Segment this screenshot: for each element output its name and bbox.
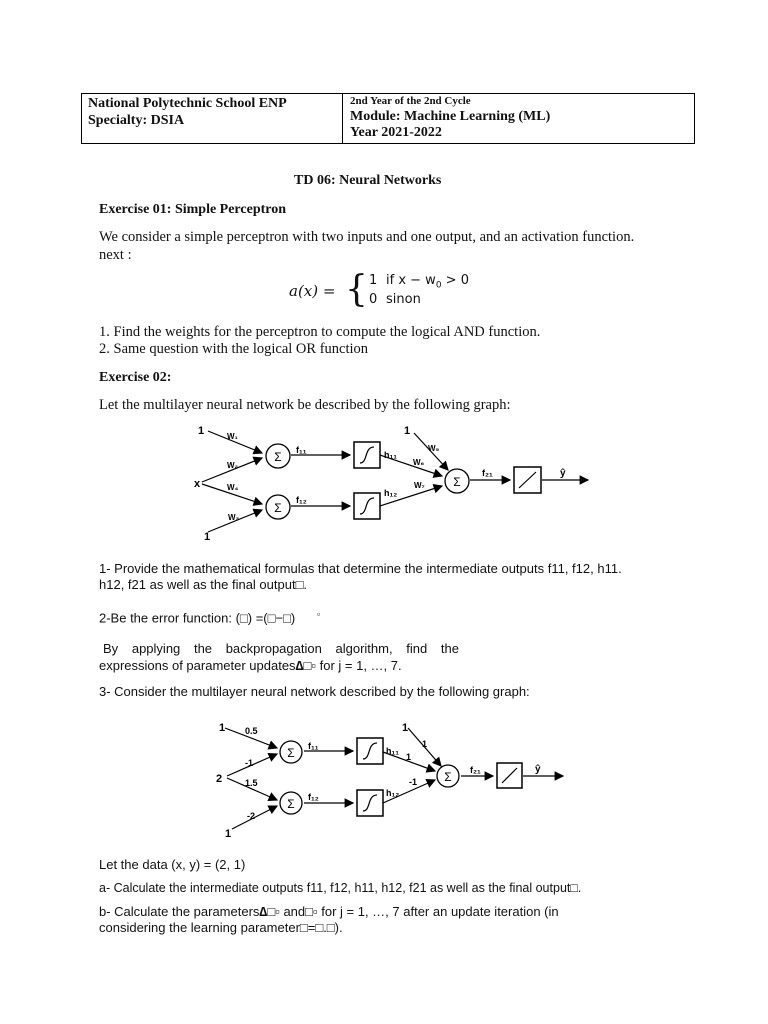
weight-minus-1-label: -1 (245, 758, 254, 768)
exercise-01-title: Exercise 01: Simple Perceptron (99, 202, 287, 217)
exercise-02-title: Exercise 02: (99, 370, 172, 385)
bias-out-label: 1 (404, 425, 411, 437)
exercise-02-question-1-line2: h12, f21 as well as the final output□. (99, 577, 308, 592)
formula-case1-condition: if $x - w_0 > 0$ (386, 273, 469, 291)
h12-label: h₁₂ (386, 788, 400, 798)
w6-label: W₆ (413, 458, 425, 467)
bias-top-label: 1 (198, 425, 205, 437)
weight-minus-2-label: -2 (247, 811, 256, 821)
w5-label: W₅ (428, 444, 440, 453)
network-graph-2 (205, 716, 575, 841)
exercise-01-question-1: 1. Find the weights for the perceptron to compute the logical AND function. (99, 324, 541, 340)
sigmoid-box-1 (357, 738, 383, 764)
specialty: Specialty: DSIA (88, 113, 185, 128)
header-table (81, 93, 695, 144)
sum-symbol-1: Σ (274, 450, 282, 464)
h12-label: h₁₂ (384, 488, 398, 498)
formula-case2-condition: sinon (386, 292, 421, 307)
sigmoid-box-2 (354, 493, 380, 519)
input-label: 2 (216, 773, 223, 785)
exercise-01-intro-line1: We consider a simple perceptron with two inputs and one output, and an activation function. (99, 229, 635, 245)
exercise-02-question-2: 2-Be the error function: (□) =(□−□) ▫ (99, 609, 321, 626)
f12-label: f₁₂ (296, 495, 307, 505)
td-title: TD 06: Neural Networks (294, 173, 442, 188)
f12-label: f₁₂ (308, 792, 319, 802)
w1-label: W₁ (227, 432, 238, 441)
exercise-02-backprop-line2: expressions of parameter updates∆□▫ for j = 1, …, 7. (99, 658, 402, 673)
input-x-label: x (194, 478, 201, 490)
w7-label: W₇ (414, 481, 425, 490)
sigmoid-box-1 (354, 442, 380, 468)
exercise-02-intro: Let the multilayer neural network be described by the following graph: (99, 397, 511, 413)
formula-case1-value: 1 (369, 273, 378, 288)
year: Year 2021-2022 (350, 125, 442, 140)
question-b-line1: b- Calculate the parameters∆□▫ and□▫ for j = 1, …, 7 after an update iteration (in (99, 904, 559, 919)
school-name: National Polytechnic School ENP (88, 96, 287, 111)
weight-1-5-label: 1.5 (245, 778, 258, 788)
sum-symbol-out: Σ (453, 475, 461, 489)
data-line: Let the data (x, y) = (2, 1) (99, 857, 246, 872)
weight-bias-out-label: 1 (422, 739, 428, 749)
exercise-02-question-1-line1: 1- Provide the mathematical formulas that determine the intermediate outputs f11, f12, h11. (99, 561, 622, 576)
sum-symbol-1: Σ (287, 746, 295, 760)
bias-bottom-label: 1 (225, 828, 232, 840)
network-graph-1 (190, 420, 600, 545)
f21-label: f₂₁ (482, 468, 493, 478)
question-a: a- Calculate the intermediate outputs f11, f12, h11, h12, f21 as well as the final output□. (99, 881, 582, 895)
formula-brace: { (345, 269, 368, 310)
question-b-line2: considering the learning parameter□=□.□). (99, 920, 343, 935)
w3-label: W₃ (228, 513, 240, 522)
h11-label: h₁₁ (384, 450, 397, 460)
f21-label: f₂₁ (470, 765, 481, 775)
exercise-01-question-2: 2. Same question with the logical OR function (99, 341, 369, 357)
bias-out-label: 1 (402, 722, 409, 734)
yhat-label: ŷ (535, 764, 541, 775)
header-left-cell (82, 94, 343, 143)
formula-lhs: a(x) = (289, 282, 336, 300)
header-right-cell (343, 94, 694, 143)
h11-label: h₁₁ (386, 746, 399, 756)
sum-symbol-2: Σ (274, 501, 282, 515)
exercise-01-intro-line2: next : (99, 247, 132, 263)
sum-symbol-2: Σ (287, 797, 295, 811)
weight-h12-label: -1 (409, 777, 418, 787)
cycle: 2nd Year of the 2nd Cycle (350, 95, 471, 107)
f11-label: f₁₁ (308, 741, 319, 751)
sigmoid-box-2 (357, 790, 383, 816)
yhat-label: ŷ (560, 468, 566, 479)
module: Module: Machine Learning (ML) (350, 109, 551, 124)
bias-top-label: 1 (219, 722, 226, 734)
bias-bottom-label: 1 (204, 531, 211, 543)
w2-label: W₂ (227, 461, 239, 470)
exercise-02-question-3: 3- Consider the multilayer neural network described by the following graph: (99, 684, 530, 699)
sum-symbol-out: Σ (444, 770, 452, 784)
weight-0-5-label: 0.5 (245, 726, 258, 736)
w4-label: W₄ (227, 483, 239, 492)
weight-h11-label: 1 (406, 752, 412, 762)
f11-label: f₁₁ (296, 445, 307, 455)
activation-formula (289, 270, 509, 314)
exercise-02-backprop-line1: By applying the backpropagation algorithm, find the (103, 641, 459, 656)
formula-case2-value: 0 (369, 292, 378, 307)
